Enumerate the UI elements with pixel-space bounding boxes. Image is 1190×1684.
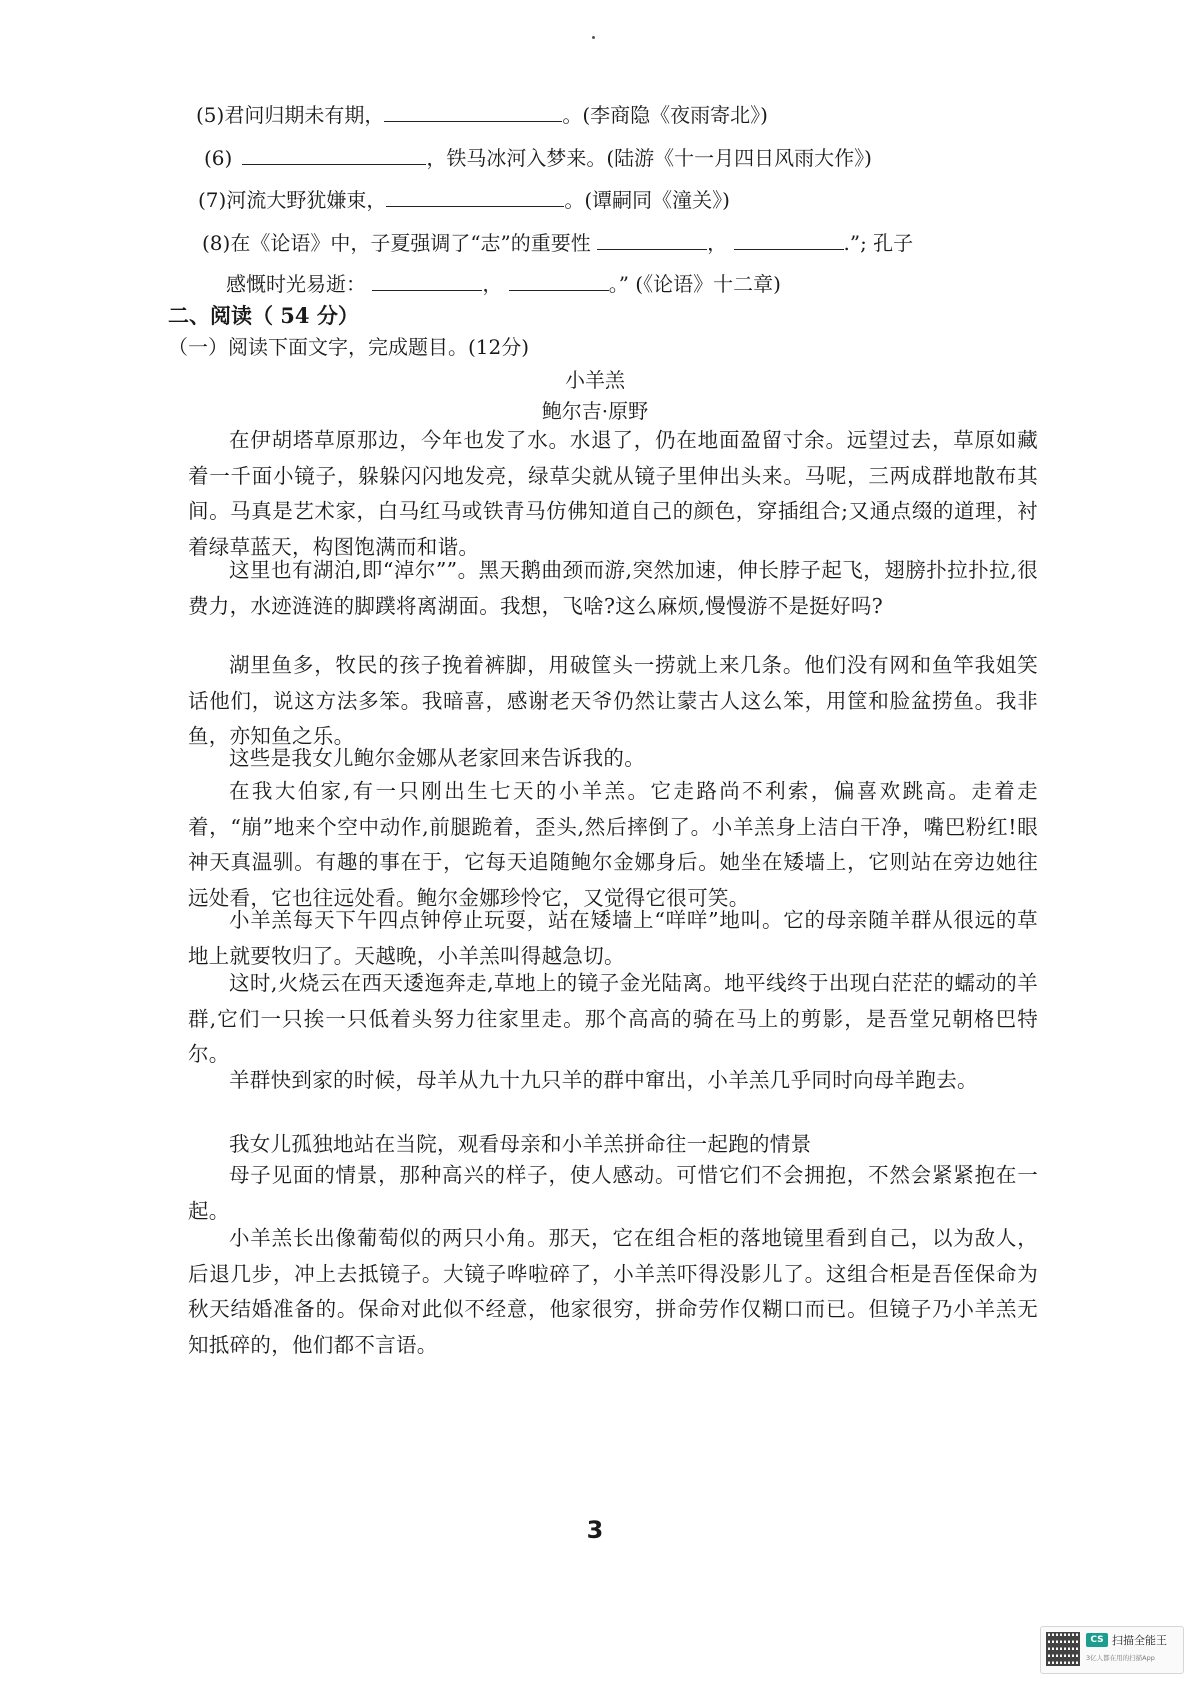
question-8-tail: .”; 孔子 bbox=[843, 231, 914, 255]
scan-speck bbox=[592, 36, 595, 39]
article-paragraph: 这里也有湖泊,即“淖尔””。黑天鹅曲颈而游,突然加速，伸长脖子起飞，翅膀扑拉扑拉,很费力，水迹涟涟的脚蹼将离湖面。我想，飞啥?这么麻烦,慢慢游不是挺好吗? bbox=[188, 558, 1038, 618]
article-paragraph: 小羊羔每天下午四点钟停止玩耍，站在矮墙上“咩咩”地叫。它的母亲随羊群从很远的草地上就要牧归了。天越晚，小羊羔叫得越急切。 bbox=[188, 908, 1038, 968]
question-8-source: 。” (《论语》十二章) bbox=[608, 272, 781, 296]
article-paragraph: 在伊胡塔草原那边，今年也发了水。水退了，仍在地面盈留寸余。远望过去，草原如藏着一千面小镜子，躲躲闪闪地发亮，绿草尖就从镜子里伸出头来。马呢，三两成群地散布其间。马真是艺术家，白马红马或铁青马仿佛知道自己的颜色，穿插组合;又通点缀的道理，衬着绿草蓝天，构图饱满而和谐。 bbox=[188, 428, 1038, 559]
section-subheading: （一）阅读下面文字，完成题目。(12分) bbox=[168, 335, 530, 359]
section-heading: 二、阅读（ 54 分） bbox=[168, 303, 359, 328]
question-8-comma: ， bbox=[707, 231, 728, 255]
article-paragraph: 这时,火烧云在西天逶迤奔走,草地上的镜子金光陆离。地平线终于出现白茫茫的蠕动的羊群,它们一只挨一只低着头努力往家里走。那个高高的骑在马上的剪影，是吾堂兄朝格巴特尔。 bbox=[188, 971, 1038, 1067]
question-6 bbox=[204, 144, 872, 172]
page-number: 3 bbox=[586, 1516, 604, 1544]
question-7-source: 。(谭嗣同《潼关》) bbox=[564, 188, 730, 212]
article-paragraph: 母子见面的情景，那种高兴的样子，使人感动。可惜它们不会拥抱，不然会紧紧抱在一起。 bbox=[188, 1163, 1038, 1223]
article-title: 小羊羔 bbox=[565, 368, 625, 392]
article-paragraph: 我女儿孤独地站在当院，观看母亲和小羊羔拼命往一起跑的情景 bbox=[229, 1132, 812, 1156]
watermark-tagline: 3亿人都在用的扫描App bbox=[1086, 1654, 1155, 1662]
question-8-line2-text: 感慨时光易逝： bbox=[226, 272, 366, 296]
article-paragraph: 小羊羔长出像葡萄似的两只小角。那天，它在组合柜的落地镜里看到自己，以为敌人，后退几步，冲上去抵镜子。大镜子哗啦碎了，小羊羔吓得没影儿了。这组合柜是吾侄保命为秋天结婚准备的。保命对此似不经意，他家很穷，拼命劳作仅糊口而已。但镜子乃小羊羔无知抵碎的，他们都不言语。 bbox=[188, 1226, 1038, 1357]
question-7 bbox=[198, 186, 730, 214]
qr-code-icon bbox=[1046, 1632, 1080, 1666]
article-paragraph: 湖里鱼多，牧民的孩子挽着裤脚，用破筐头一捞就上来几条。他们没有网和鱼竿我姐笑话他们，说这方法多笨。我暗喜，感谢老天爷仍然让蒙古人这么笨，用筐和脸盆捞鱼。我非鱼，亦知鱼之乐。 bbox=[188, 653, 1038, 749]
article-paragraph: 羊群快到家的时候，母羊从九十九只羊的群中窜出，小羊羔几乎同时向母羊跑去。 bbox=[229, 1068, 978, 1092]
answer-blank[interactable] bbox=[372, 270, 482, 291]
question-8-line2 bbox=[226, 270, 781, 298]
answer-blank[interactable] bbox=[597, 229, 707, 250]
answer-blank[interactable] bbox=[734, 229, 844, 250]
question-5 bbox=[196, 101, 768, 129]
question-5-source: 。(李商隐《夜雨寄北》) bbox=[562, 103, 768, 127]
question-8-text: (8)在《论语》中，子夏强调了“志”的重要性 bbox=[202, 231, 591, 255]
question-8 bbox=[202, 229, 913, 257]
watermark-app-name: 扫描全能王 bbox=[1112, 1634, 1167, 1647]
camscanner-logo-icon: CS bbox=[1086, 1633, 1108, 1647]
question-8-line2-comma: ， bbox=[482, 272, 503, 296]
question-7-text: (7)河流大野犹嫌束， bbox=[198, 188, 387, 212]
article-paragraph: 在我大伯家,有一只刚出生七天的小羊羔。它走路尚不利索，偏喜欢跳高。走着走着，“崩”地来个空中动作,前腿跪着，歪头,然后摔倒了。小羊羔身上洁白干净，嘴巴粉红!眼神天真温驯。有趣的事在于，它每天追随鲍尔金娜身后。她坐在矮墙上，它则站在旁边她往远处看，它也往远处看。鲍尔金娜珍怜它，又觉得它很可笑。 bbox=[188, 779, 1038, 910]
scanner-watermark bbox=[1040, 1626, 1184, 1674]
question-6-number: (6) bbox=[204, 146, 233, 170]
answer-blank[interactable] bbox=[509, 270, 609, 291]
article-paragraph: 这些是我女儿鲍尔金娜从老家回来告诉我的。 bbox=[229, 746, 645, 770]
question-6-text: ，铁马冰河入梦来。(陆游《十一月四日风雨大作》) bbox=[426, 146, 872, 170]
answer-blank[interactable] bbox=[384, 101, 562, 122]
answer-blank[interactable] bbox=[242, 144, 426, 165]
article-author: 鲍尔吉·原野 bbox=[541, 399, 649, 423]
answer-blank[interactable] bbox=[386, 186, 564, 207]
question-5-text: (5)君问归期未有期， bbox=[196, 103, 385, 127]
